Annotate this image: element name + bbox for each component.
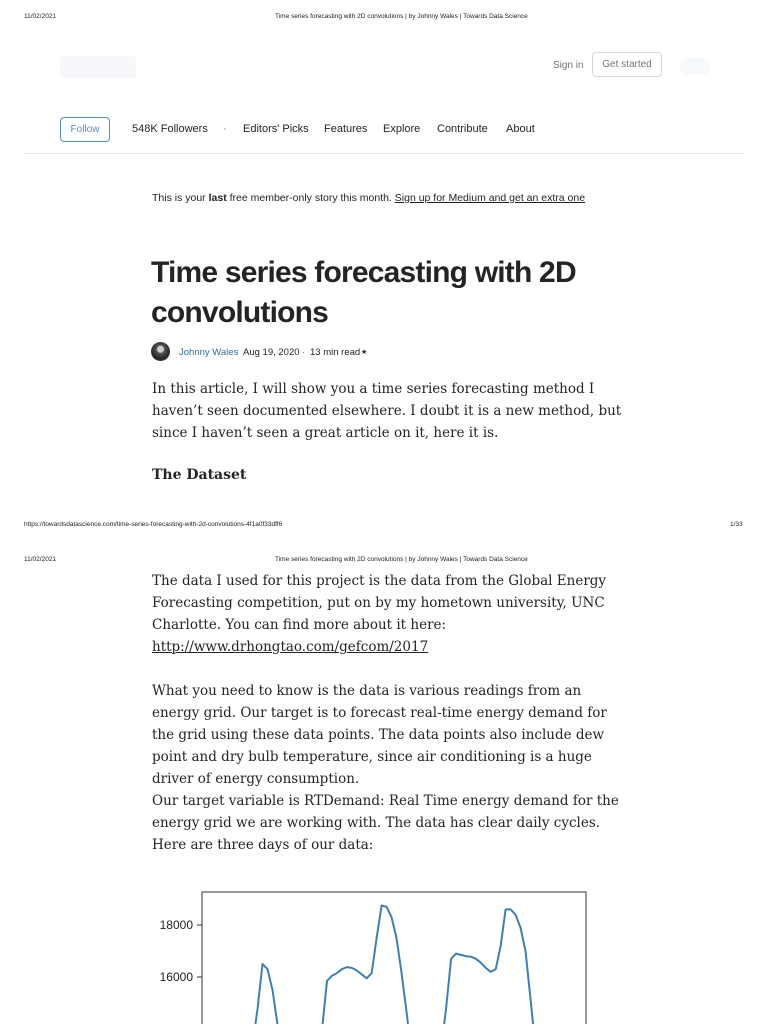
publish-date: Aug 19, 2020 xyxy=(243,347,300,358)
demand-chart xyxy=(150,880,610,1024)
member-story-banner xyxy=(152,192,585,204)
followers-count[interactable]: 548K Followers xyxy=(132,123,208,135)
print-header-date-2: 11/02/2021 xyxy=(24,556,57,563)
nav-item-editors-picks[interactable]: Editors' Picks xyxy=(243,123,309,135)
author-name[interactable]: Johnny Wales xyxy=(179,347,239,358)
nav-item-about[interactable]: About xyxy=(506,123,535,135)
energy-grid-paragraph: What you need to know is the data is various readings from an energy grid. Our target is to forecast real-time energy demand for the grid using these data points. The data points also include dew point and dry bulb temperature, since air conditioning is a huge driver of energy consumption. xyxy=(152,683,607,787)
y-tick-label: 18000 xyxy=(159,918,193,932)
section-heading-dataset: The Dataset xyxy=(152,467,247,483)
author-avatar[interactable] xyxy=(151,342,170,361)
print-header-title-2: Time series forecasting with 2D convolutions | by Johnny Wales | Towards Data Science xyxy=(275,556,528,563)
user-avatar[interactable] xyxy=(680,57,710,75)
demand-chart-svg xyxy=(150,880,610,1024)
nav-item-explore[interactable]: Explore xyxy=(383,123,421,135)
article-title: Time series forecasting with 2D convolutions xyxy=(151,256,576,329)
chart-frame xyxy=(202,892,586,1024)
sign-in-link[interactable]: Sign in xyxy=(553,60,584,71)
follow-button[interactable]: Follow xyxy=(60,117,110,142)
byline-separator: · xyxy=(302,347,306,358)
y-tick-label: 16000 xyxy=(159,970,193,984)
publication-logo[interactable] xyxy=(60,56,136,78)
target-variable-paragraph: Our target variable is RTDemand: Real Time energy demand for the energy grid we are working with. The data has clear daily cycles. Here are three days of our data: xyxy=(152,793,619,853)
intro-paragraph: In this article, I will show you a time series forecasting method I haven’t seen documented elsewhere. I doubt it is a new method, but since I haven’t seen a great article on it, here it is. xyxy=(152,381,622,441)
nav-item-features[interactable]: Features xyxy=(324,123,368,135)
member-star-icon: ★ xyxy=(361,349,368,356)
dataset-paragraph xyxy=(152,570,622,658)
gefcom-link[interactable]: http://www.drhongtao.com/gefcom/2017 xyxy=(152,639,429,655)
series-line-rtdemand xyxy=(203,906,585,1025)
nav-separator: · xyxy=(223,123,227,135)
member-note-prefix: This is your xyxy=(152,192,209,204)
print-page-number: 1/33 xyxy=(730,521,743,528)
print-footer-url: https://towardsdatascience.com/time-series-forecasting-with-2d-convolutions-4f1a0f33dff6 xyxy=(24,521,283,528)
sign-up-link[interactable]: Sign up for Medium and get an extra one xyxy=(394,192,586,204)
publication-header xyxy=(25,28,743,154)
print-header-title: Time series forecasting with 2D convolutions | by Johnny Wales | Towards Data Science xyxy=(275,13,528,20)
dataset-paragraph-text: The data I used for this project is the data from the Global Energy Forecasting competition, put on by my hometown university, UNC Charlotte. You can find more about it here: xyxy=(152,573,607,633)
print-header-date: 11/02/2021 xyxy=(24,13,57,20)
member-note-bold: last xyxy=(208,192,227,204)
read-time: 13 min read xyxy=(310,347,361,358)
nav-item-contribute[interactable]: Contribute xyxy=(437,123,488,135)
get-started-button[interactable]: Get started xyxy=(592,52,662,77)
member-note-middle: free member-only story this month. xyxy=(226,192,395,204)
